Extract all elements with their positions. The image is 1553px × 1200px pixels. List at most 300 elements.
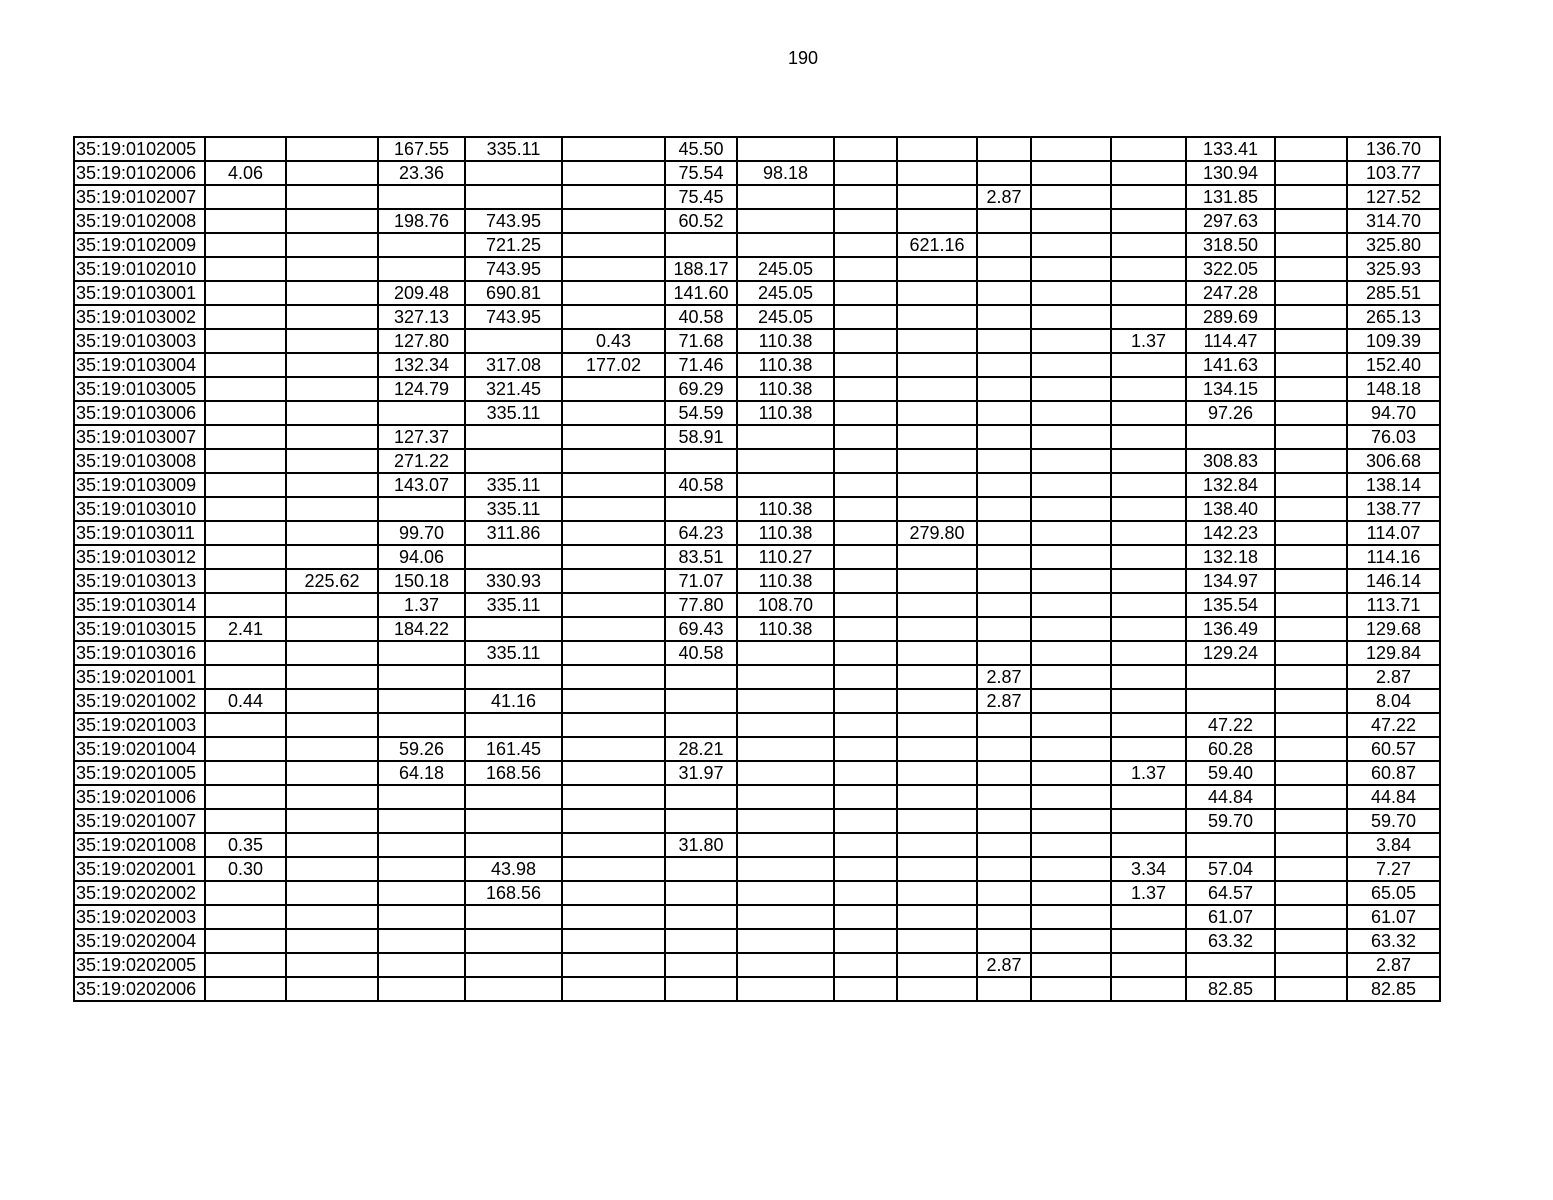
table-cell [737,185,834,209]
table-cell: 113.71 [1347,593,1440,617]
table-row [74,617,1440,641]
table-cell [665,785,737,809]
table-cell [897,737,977,761]
table-cell [834,737,897,761]
table-row [74,833,1440,857]
table-cell [465,425,562,449]
table-cell [897,305,977,329]
table-cell: 109.39 [1347,329,1440,353]
table-cell [1111,953,1186,977]
table-cell [737,977,834,1001]
table-cell [205,497,286,521]
table-cell [1031,377,1111,401]
table-cell [834,665,897,689]
table-cell: 71.68 [665,329,737,353]
table-cell: 75.54 [665,161,737,185]
table-cell [378,833,465,857]
table-cell [897,785,977,809]
table-cell: 161.45 [465,737,562,761]
table-cell [834,425,897,449]
table-cell [897,689,977,713]
table-row [74,881,1440,905]
table-cell [1111,785,1186,809]
table-cell: 45.50 [665,137,737,161]
table-cell [737,233,834,257]
table-row [74,497,1440,521]
row-id-cell: 35:19:0103013 [74,569,205,593]
table-cell [834,929,897,953]
table-cell: 177.02 [562,353,665,377]
table-cell: 110.38 [737,521,834,545]
table-cell [205,929,286,953]
table-cell [1111,281,1186,305]
table-cell [286,185,378,209]
table-cell [1111,353,1186,377]
table-cell [1275,905,1347,929]
table-cell: 188.17 [665,257,737,281]
table-cell [1111,473,1186,497]
table-cell [286,497,378,521]
data-table [73,136,1441,1002]
table-cell [562,161,665,185]
table-cell [1111,425,1186,449]
table-cell [465,665,562,689]
row-id-cell: 35:19:0202006 [74,977,205,1001]
table-cell [1031,689,1111,713]
table-cell [665,857,737,881]
table-cell [834,521,897,545]
table-cell [1031,233,1111,257]
table-cell [977,449,1031,473]
table-cell [562,737,665,761]
table-cell [1275,377,1347,401]
table-cell [834,305,897,329]
table-cell [834,617,897,641]
table-cell: 114.16 [1347,545,1440,569]
table-cell [286,857,378,881]
table-cell: 83.51 [665,545,737,569]
table-cell [1111,569,1186,593]
table-cell [665,689,737,713]
table-cell: 2.87 [977,665,1031,689]
table-row [74,353,1440,377]
table-cell [834,713,897,737]
table-cell [562,449,665,473]
table-cell [1111,401,1186,425]
table-cell [1031,905,1111,929]
table-cell [562,257,665,281]
table-cell [1111,305,1186,329]
table-cell [1031,497,1111,521]
table-cell [897,809,977,833]
table-cell [1111,449,1186,473]
table-cell [465,545,562,569]
table-cell [286,209,378,233]
row-id-cell: 35:19:0103005 [74,377,205,401]
table-cell [977,785,1031,809]
table-cell [897,497,977,521]
table-cell [286,953,378,977]
row-id-cell: 35:19:0102007 [74,185,205,209]
table-cell [834,161,897,185]
table-cell [562,881,665,905]
table-row [74,377,1440,401]
table-cell: 40.58 [665,473,737,497]
table-cell [1031,161,1111,185]
table-cell [562,281,665,305]
table-cell [562,569,665,593]
table-cell [205,329,286,353]
table-cell [465,185,562,209]
table-cell [286,353,378,377]
table-cell: 110.38 [737,569,834,593]
table-cell [205,953,286,977]
table-cell [834,401,897,425]
table-cell [1275,617,1347,641]
table-cell [562,401,665,425]
table-cell: 110.27 [737,545,834,569]
table-cell [562,425,665,449]
row-id-cell: 35:19:0103016 [74,641,205,665]
table-cell [897,833,977,857]
table-cell [562,689,665,713]
table-cell: 325.80 [1347,233,1440,257]
table-cell: 60.52 [665,209,737,233]
table-cell [1275,641,1347,665]
table-cell [737,905,834,929]
table-cell [737,809,834,833]
table-cell [1031,185,1111,209]
table-cell: 152.40 [1347,353,1440,377]
table-cell [562,305,665,329]
table-cell [977,977,1031,1001]
table-cell: 77.80 [665,593,737,617]
table-row [74,521,1440,545]
table-cell [1275,449,1347,473]
table-cell [897,665,977,689]
table-cell [1031,521,1111,545]
table-cell: 60.57 [1347,737,1440,761]
table-cell [1111,377,1186,401]
table-cell [834,881,897,905]
table-cell [286,401,378,425]
table-cell [1275,329,1347,353]
table-cell: 98.18 [737,161,834,185]
table-cell [286,257,378,281]
table-cell [562,137,665,161]
table-cell [1031,737,1111,761]
table-cell [737,785,834,809]
row-id-cell: 35:19:0201006 [74,785,205,809]
table-cell [897,377,977,401]
table-cell: 40.58 [665,305,737,329]
table-cell [1111,641,1186,665]
row-id-cell: 35:19:0103004 [74,353,205,377]
table-cell: 3.84 [1347,833,1440,857]
table-cell [897,137,977,161]
table-cell: 114.07 [1347,521,1440,545]
table-cell: 136.70 [1347,137,1440,161]
row-id-cell: 35:19:0202005 [74,953,205,977]
table-cell [562,833,665,857]
table-cell [737,449,834,473]
table-cell [665,809,737,833]
table-cell [286,281,378,305]
table-cell [665,449,737,473]
table-cell [897,857,977,881]
table-cell: 335.11 [465,401,562,425]
table-cell [737,473,834,497]
table-row [74,161,1440,185]
table-cell [977,353,1031,377]
table-cell [562,785,665,809]
table-cell [977,569,1031,593]
table-row [74,449,1440,473]
table-cell [897,593,977,617]
table-cell: 721.25 [465,233,562,257]
table-cell: 59.70 [1186,809,1275,833]
table-cell [1031,425,1111,449]
table-cell: 131.85 [1186,185,1275,209]
table-cell [977,281,1031,305]
table-cell: 265.13 [1347,305,1440,329]
table-cell [1275,569,1347,593]
table-cell: 23.36 [378,161,465,185]
table-cell: 28.21 [665,737,737,761]
table-cell [897,545,977,569]
table-cell [378,233,465,257]
table-cell [1275,185,1347,209]
table-cell [465,809,562,833]
table-cell: 129.24 [1186,641,1275,665]
table-cell: 136.49 [1186,617,1275,641]
table-row [74,305,1440,329]
table-cell [897,473,977,497]
table-cell [1275,857,1347,881]
table-cell [1275,521,1347,545]
table-cell [737,857,834,881]
table-cell [205,521,286,545]
table-cell: 317.08 [465,353,562,377]
row-id-cell: 35:19:0102006 [74,161,205,185]
table-cell [737,929,834,953]
table-cell [834,497,897,521]
table-cell [897,569,977,593]
table-cell [465,833,562,857]
table-cell: 2.87 [977,953,1031,977]
table-cell: 209.48 [378,281,465,305]
table-cell [562,593,665,617]
table-cell [378,977,465,1001]
table-cell [562,905,665,929]
table-cell [1031,353,1111,377]
table-cell [665,665,737,689]
table-cell [1275,713,1347,737]
table-cell: 8.04 [1347,689,1440,713]
table-row [74,569,1440,593]
table-cell [1111,497,1186,521]
table-cell [465,713,562,737]
table-cell [465,785,562,809]
table-cell: 31.97 [665,761,737,785]
table-cell: 133.41 [1186,137,1275,161]
row-id-cell: 35:19:0103012 [74,545,205,569]
table-cell [897,761,977,785]
table-cell [1031,209,1111,233]
table-cell [665,881,737,905]
table-cell [1031,281,1111,305]
table-cell: 64.18 [378,761,465,785]
table-cell: 285.51 [1347,281,1440,305]
table-row [74,953,1440,977]
table-row [74,905,1440,929]
table-cell: 44.84 [1186,785,1275,809]
table-cell [1275,353,1347,377]
table-cell: 1.37 [378,593,465,617]
row-id-cell: 35:19:0102005 [74,137,205,161]
table-cell: 289.69 [1186,305,1275,329]
row-id-cell: 35:19:0103002 [74,305,205,329]
table-cell [834,569,897,593]
row-id-cell: 35:19:0201004 [74,737,205,761]
table-cell: 225.62 [286,569,378,593]
table-cell [378,665,465,689]
table-row [74,401,1440,425]
table-cell [205,137,286,161]
table-cell [977,545,1031,569]
table-cell: 0.30 [205,857,286,881]
table-cell [378,401,465,425]
table-cell: 75.45 [665,185,737,209]
table-cell [834,785,897,809]
table-row [74,929,1440,953]
table-cell: 335.11 [465,473,562,497]
table-cell [562,713,665,737]
table-cell [286,905,378,929]
table-cell [834,641,897,665]
table-cell: 82.85 [1347,977,1440,1001]
table-cell: 321.45 [465,377,562,401]
table-cell [378,929,465,953]
table-cell [286,833,378,857]
table-cell [1031,449,1111,473]
table-cell: 59.26 [378,737,465,761]
table-cell: 57.04 [1186,857,1275,881]
table-cell [562,545,665,569]
table-cell [205,257,286,281]
table-cell [562,665,665,689]
table-cell [562,977,665,1001]
table-cell [1275,593,1347,617]
table-cell [286,425,378,449]
table-cell: 110.38 [737,353,834,377]
table-cell: 198.76 [378,209,465,233]
table-cell: 150.18 [378,569,465,593]
table-cell [1111,713,1186,737]
table-cell [205,785,286,809]
table-cell [562,809,665,833]
table-cell: 110.38 [737,497,834,521]
table-cell [205,881,286,905]
table-cell: 110.38 [737,401,834,425]
table-cell: 327.13 [378,305,465,329]
table-cell [834,449,897,473]
table-cell [1275,305,1347,329]
table-cell [897,281,977,305]
table-cell [205,353,286,377]
table-cell [977,521,1031,545]
row-id-cell: 35:19:0103007 [74,425,205,449]
row-id-cell: 35:19:0103003 [74,329,205,353]
table-cell [1111,977,1186,1001]
table-cell [465,617,562,641]
table-cell [1111,137,1186,161]
table-cell: 132.18 [1186,545,1275,569]
table-cell [286,977,378,1001]
row-id-cell: 35:19:0202001 [74,857,205,881]
table-cell: 2.87 [977,185,1031,209]
table-cell [1031,953,1111,977]
table-cell [897,161,977,185]
table-cell [834,977,897,1001]
table-cell [1275,497,1347,521]
table-cell [1275,425,1347,449]
table-cell: 138.40 [1186,497,1275,521]
table-cell [465,449,562,473]
table-cell [205,761,286,785]
table-cell [1275,953,1347,977]
table-cell: 129.68 [1347,617,1440,641]
table-row [74,665,1440,689]
table-cell: 2.41 [205,617,286,641]
table-cell: 127.52 [1347,185,1440,209]
table-row [74,233,1440,257]
table-cell: 1.37 [1111,761,1186,785]
table-row [74,641,1440,665]
table-cell: 40.58 [665,641,737,665]
table-cell: 47.22 [1186,713,1275,737]
table-cell: 31.80 [665,833,737,857]
table-cell: 311.86 [465,521,562,545]
table-cell [286,785,378,809]
table-cell [1275,401,1347,425]
table-cell [205,305,286,329]
table-cell [1111,521,1186,545]
table-cell [562,185,665,209]
table-row [74,473,1440,497]
table-body [74,137,1440,1001]
table-cell [897,209,977,233]
table-cell [1275,281,1347,305]
table-cell [1111,233,1186,257]
table-cell [834,833,897,857]
table-cell [834,137,897,161]
table-cell [205,905,286,929]
table-cell [834,185,897,209]
table-cell: 279.80 [897,521,977,545]
table-cell [834,593,897,617]
table-cell [1111,593,1186,617]
table-cell [465,905,562,929]
table-cell [1275,257,1347,281]
table-cell: 271.22 [378,449,465,473]
row-id-cell: 35:19:0201002 [74,689,205,713]
table-cell [465,977,562,1001]
table-cell [562,641,665,665]
table-cell [977,425,1031,449]
table-cell [562,377,665,401]
table-cell [1275,161,1347,185]
